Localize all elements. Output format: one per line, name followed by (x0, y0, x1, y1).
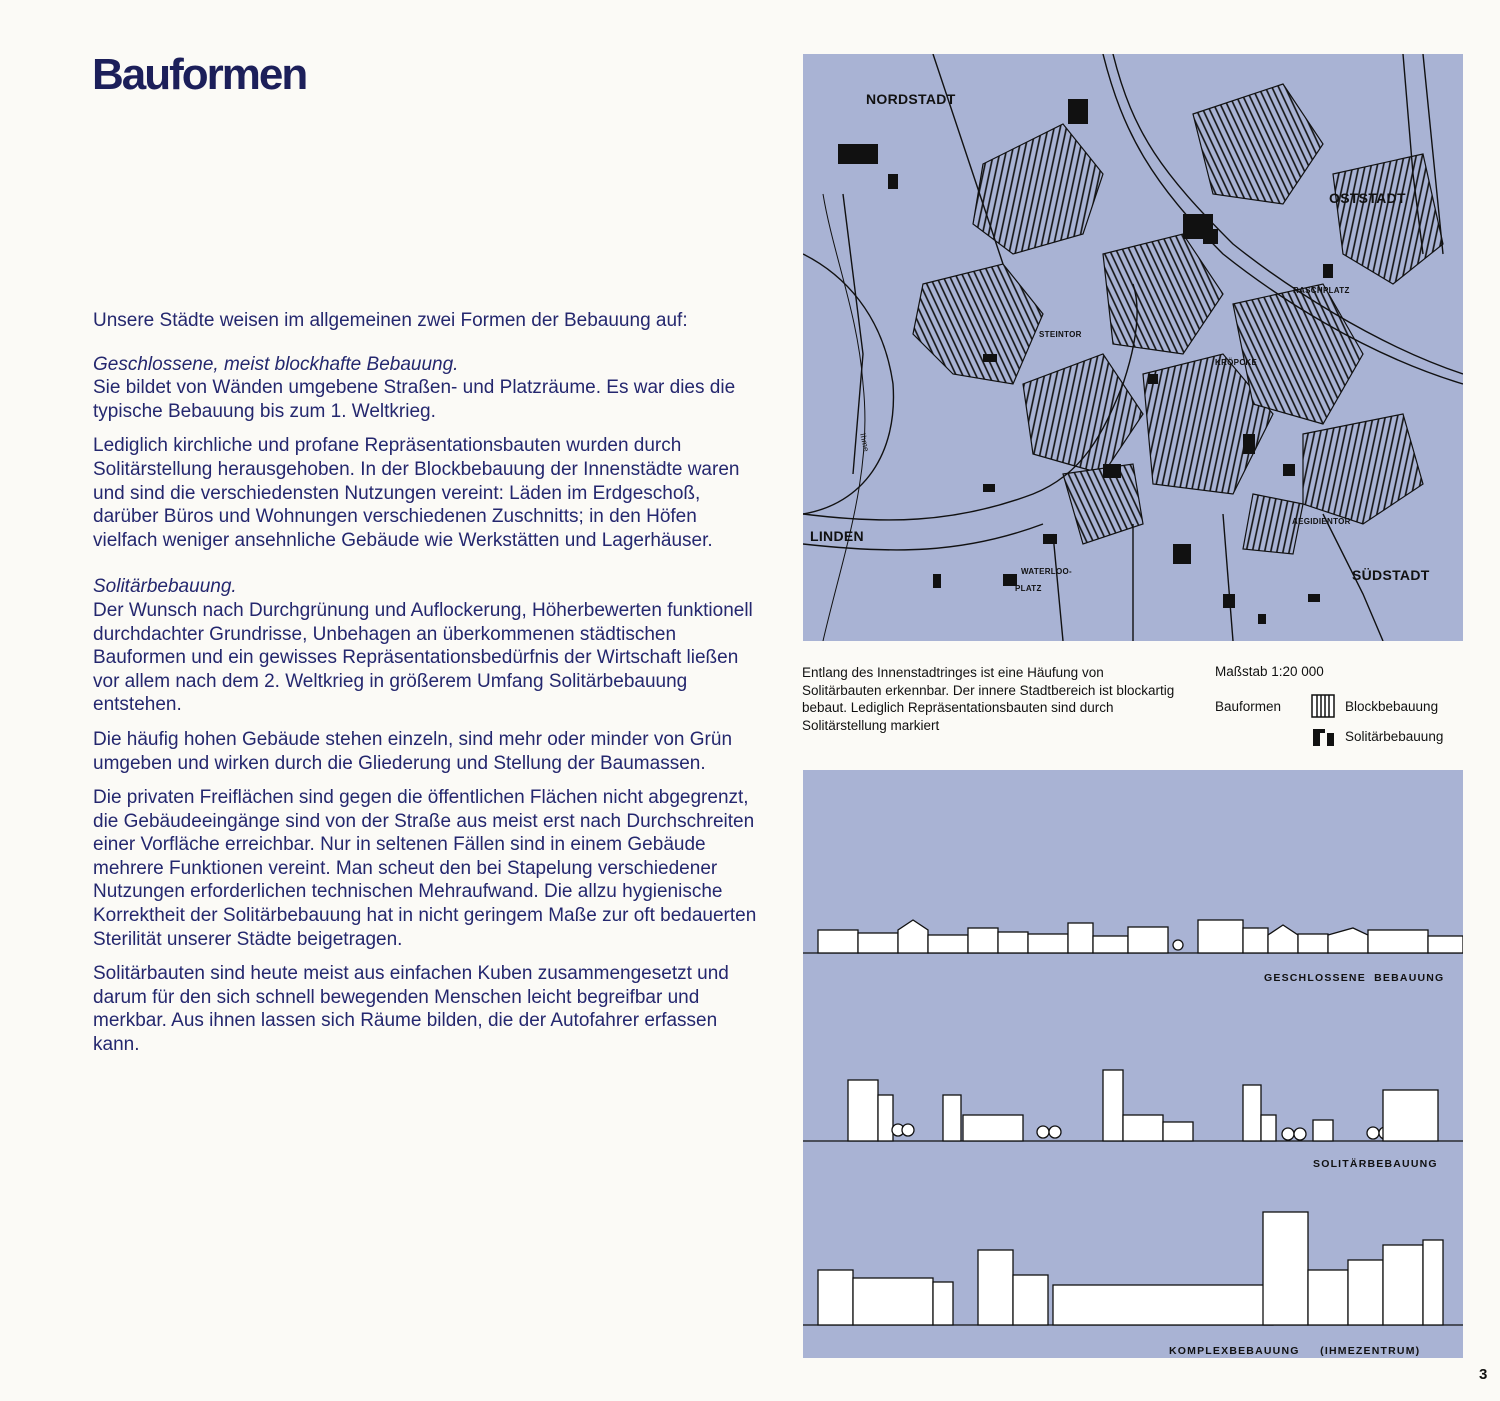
legend-title: Bauformen (1215, 699, 1282, 714)
block-areas (913, 84, 1443, 554)
legend-item-block (1311, 694, 1438, 718)
map-label-river: Ihme (858, 432, 871, 453)
section-geschlossen (93, 353, 763, 553)
elevation-drawings (803, 770, 1463, 1358)
body-text (93, 309, 763, 1068)
map-scale: Maßstab 1:20 000 (1215, 664, 1324, 679)
map-caption: Entlang des Innenstadtringes ist eine Häufung von Solitärbauten erkennbar. Der innere Stadtbereich ist blockartig bebaut. Lediglich Repräsentationsbauten sind durch Solitärstellung markiert (802, 665, 1175, 733)
map-label-aegidientor: AEGIDIENTOR (1292, 517, 1351, 526)
paragraph: Solitärbauten sind heute meist aus einfachen Kuben zusammengesetzt und darum für den sich schnell bewegenden Menschen leicht begreifbar und merkbar. Aus ihnen lassen sich Räume bilden, die der Autofahrer erfassen kann. (93, 963, 729, 1056)
label-komplexbebauung: KOMPLEXBEBAUUNG (IHMEZENTRUM) (1169, 1345, 1421, 1357)
legend-solitaer-label: Solitärbebauung (1345, 728, 1444, 744)
section-heading: Solitärbebauung. (93, 576, 237, 598)
map-label-raschplatz: RASCHPLATZ (1293, 286, 1350, 295)
map-drawing (803, 54, 1463, 641)
paragraph: Die privaten Freiflächen sind gegen die öffentlichen Flächen nicht abgegrenzt, die Gebäudeeingänge sind von der Straße aus meist erst nach Durchschreiten einer Vorfläche erreichbar. Nur in seltenen Fällen sind in einem Gebäude mehrere Funktionen vereint. Man scheut den bei Stapelung verschiedener Nutzungen erforderlichen technischen Mehraufwand. Die allzu hygienische Korrektheit der Solitärbebauung hat in nicht geringem Maße zur oft bedauerten Sterilität unserer Städte beigetragen. (93, 787, 757, 950)
legend-block-label: Blockbebauung (1345, 698, 1439, 714)
roads (803, 54, 1463, 641)
hatched-block-icon (1311, 694, 1335, 718)
map-label-kroepcke: KRÖPCKE (1215, 358, 1258, 367)
solitaire-building-icon (1311, 724, 1335, 748)
label-solitaerbebauung: SOLITÄRBEBAUUNG (1313, 1158, 1438, 1170)
section-solitaer (93, 575, 763, 1056)
skyline-drawing (803, 770, 1463, 1358)
map-label-nordstadt: NORDSTADT (866, 91, 956, 107)
paragraph: Die häufig hohen Gebäude stehen einzeln, sind mehr oder minder von Grün umgeben und wirken durch die Gliederung und Stellung der Baumassen. (93, 728, 733, 774)
page-number: 3 (1479, 1366, 1488, 1383)
legend-item-solitaer (1311, 724, 1443, 748)
map-label-linden: LINDEN (810, 528, 864, 544)
page-title: Bauformen (92, 50, 307, 99)
intro-paragraph: Unsere Städte weisen im allgemeinen zwei Formen der Bebauung auf: (93, 310, 688, 331)
map-label-waterloo: WATERLOO- (1021, 567, 1072, 576)
map-label-platz: PLATZ (1015, 584, 1042, 593)
label-geschlossene-bebauung: GESCHLOSSENE BEBAUUNG (1264, 972, 1445, 984)
map-label-oststadt: OSTSTADT (1329, 190, 1406, 206)
paragraph: Lediglich kirchliche und profane Repräsentationsbauten wurden durch Solitärstellung herausgehoben. In der Blockbebauung der Innenstädte waren und sind die verschiedensten Nutzungen vereint: Läden im Erdgeschoß, darüber Büros und Wohnungen verschiedenen Zuschnitts; in den Höfen vielfach weniger ansehnliche Gebäude wie Werkstätten und Lagerhäuser. (93, 435, 740, 551)
map-label-steintor: STEINTOR (1039, 330, 1082, 339)
paragraph: Der Wunsch nach Durchgrünung und Auflockerung, Höherbewerten funktionell durchdachter Grundrisse, Unbehagen an überkommenen städtischen Bauformen und ein gewisses Repräsentationsbedürfnis der Wirtschaft ließen vor allem nach dem 2. Weltkrieg in größerem Umfang Solitärbebauung entstehen. (93, 599, 753, 716)
map-label-suedstadt: SÜDSTADT (1352, 567, 1430, 583)
paragraph: Sie bildet von Wänden umgebene Straßen- und Platzräume. Es war dies die typische Bebauung bis zum 1. Weltkrieg. (93, 377, 736, 422)
city-map (803, 54, 1463, 641)
section-heading: Geschlossene, meist blockhafte Bebauung. (93, 353, 459, 375)
